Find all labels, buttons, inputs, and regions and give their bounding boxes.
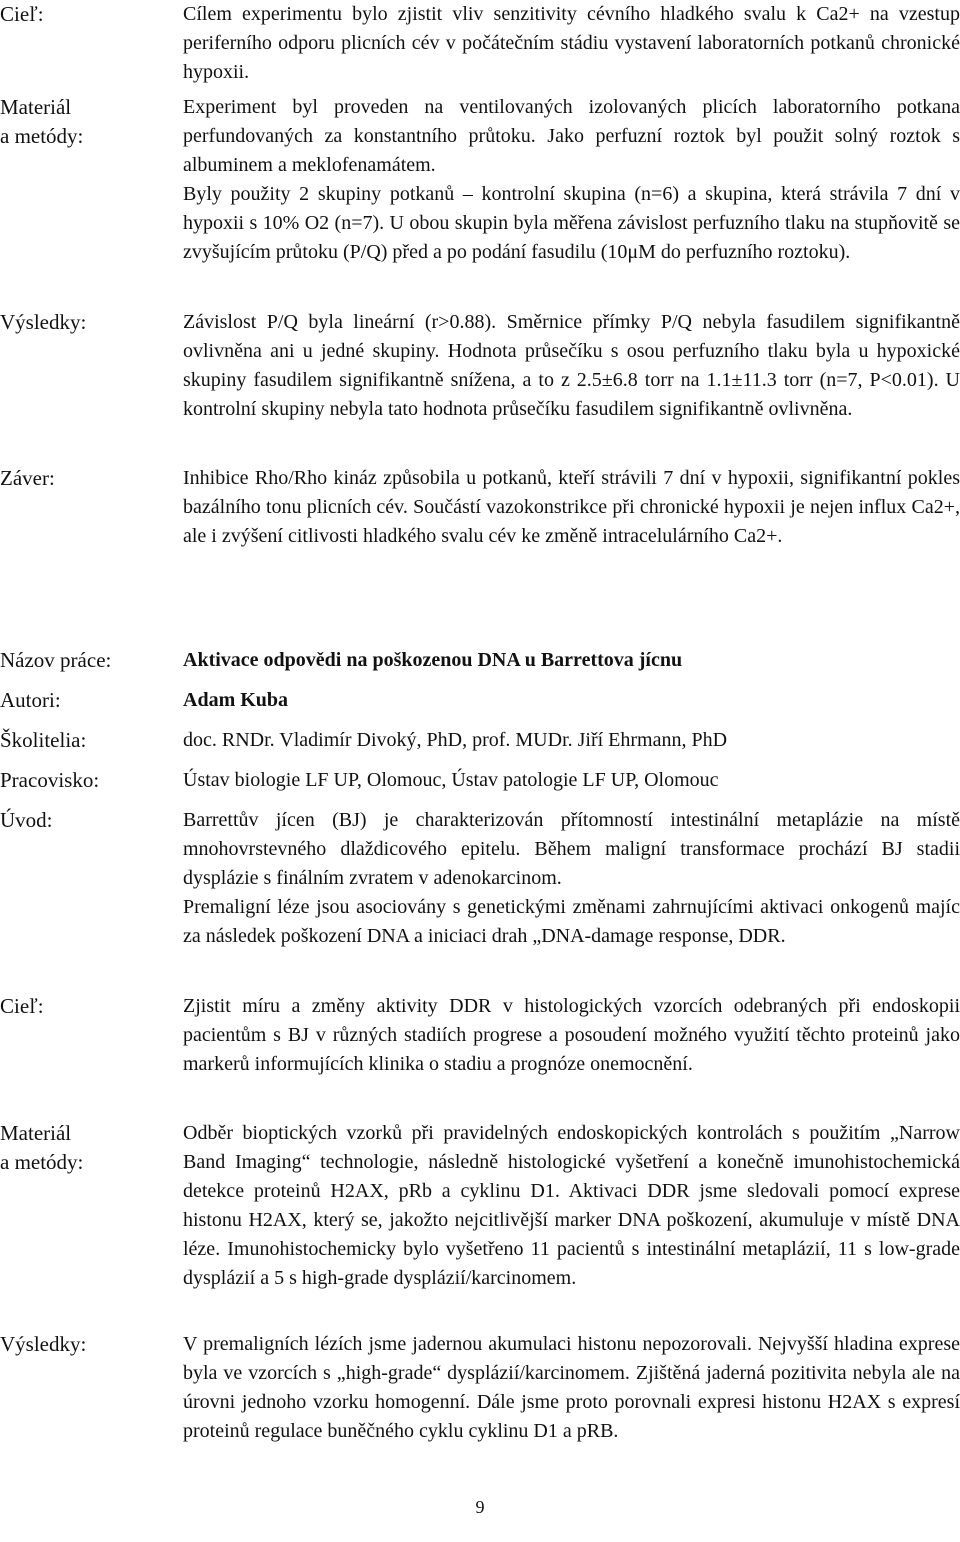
authors: Adam Kuba — [183, 689, 289, 711]
supervisors: doc. RNDr. Vladimír Divoký, PhD, prof. MUDr. Jiří Ehrmann, PhD — [183, 729, 728, 751]
methods-text-2: Odběr bioptických vzorků při pravidelných endoskopických kontrolách s použitím „Narrow Band Imaging“ technologie, následně histologické vyšetření a konečně imunohistochemická detekce proteinů H2AX, pRb a cyklinu D1. Aktivaci DDR jsme sledovali pomocí exprese histonu H2AX, který se, jakožto nejcitlivější marker DNA poškození, akumuluje v místě DNA léze. Imunohistochemicky bylo vyšetřeno 11 pacientů s intestinální metaplázií, 11 s low-grade dysplázií a 5 s high-grade dysplázií/karcinomem. — [183, 1122, 960, 1289]
aim-paragraph: Cílem experimentu bylo zjistit vliv senzitivity cévního hladkého svalu k Ca2+ na vzestup periferního odporu plicních cév v počátečním stádiu vystavení laboratorních potkanů chronické hypoxii. — [183, 3, 960, 83]
work-title: Aktivace odpovědi na poškozenou DNA u Barrettova jícnu — [183, 649, 683, 671]
aim-text — [183, 0, 960, 87]
title-label: Názov práce: — [0, 648, 112, 672]
supervisors-label: Školitelia: — [0, 728, 87, 752]
intro-text — [183, 806, 960, 951]
results-label-2: Výsledky: — [0, 1332, 87, 1356]
intro-label: Úvod: — [0, 808, 53, 832]
intro-paragraph-1: Barrettův jícen (BJ) je charakterizován přítomností intestinální metaplázie na místě mnohovrstevného dlaždicového epitelu. Během maligní transformace prochází BJ stadii dysplázie s finálním zvratem v adenokarcinom. — [183, 809, 960, 889]
authors-label: Autori: — [0, 688, 61, 712]
intro-paragraph-2: Premaligní léze jsou asociovány s genetickými změnami zahrnujícími aktivaci onkogenů majíc za následek poškození DNA a iniciaci drah „DNA-damage response, DDR. — [183, 896, 960, 947]
results-text — [183, 308, 960, 424]
results-text-2: V premaligních lézích jsme jadernou akumulaci histonu nepozorovali. Nejvyšší hladina exprese byla ve vzorcích s „high-grade“ dysplázií/karcinomem. Zjištěná jaderná pozitivita nebyla ale na úrovni jednoho vzorku homogenní. Dále jsme proto porovnali expresi histonu H2AX s expresí proteinů regulace buněčného cyklu cyklinu D1 a pRB. — [183, 1333, 960, 1442]
conclusion-label: Záver: — [0, 466, 55, 490]
results-label: Výsledky: — [0, 310, 87, 334]
methods-paragraph-2: Byly použity 2 skupiny potkanů – kontrolní skupina (n=6) a skupina, která strávila 7 dní v hypoxii s 10% O2 (n=7). U obou skupin byla měřena závislost perfuzního tlaku na stupňovitě se zvyšujícím průtoku (P/Q) před a po podání fasudilu (10μM do perfuzního roztoku). — [183, 183, 960, 263]
page-number: 9 — [475, 1497, 485, 1517]
conclusion-text — [183, 464, 960, 551]
methods-label-2: Materiál a metódy: — [0, 1121, 84, 1174]
methods-paragraph-1: Experiment byl proveden na ventilovaných izolovaných plicích laboratorního potkana perfundovaných za konstantního průtoku. Jako perfuzní roztok byl použit solný roztok s albuminem a meklofenamátem. — [183, 96, 960, 176]
results-paragraph: Závislost P/Q byla lineární (r>0.88). Směrnice přímky P/Q nebyla fasudilem signifikantně ovlivněna ani u jedné skupiny. Hodnota průsečíku s osou perfuzního tlaku byla u hypoxické skupiny fasudilem signifikantně snížena, a to z 2.5±6.8 torr na 1.1±11.3 torr (n=7, P<0.01). U kontrolní skupiny nebyla tato hodnota průsečíku fasudilem signifikantně ovlivněna. — [183, 311, 960, 420]
aim-text-2: Zjistit míru a změny aktivity DDR v histologických vzorcích odebraných při endoskopii pacientům s BJ v různých stadiích progrese a posoudení možného využití těchto proteinů jako markerů informujících klinika o stadiu a prognóze onemocnění. — [183, 995, 960, 1075]
methods-label: Materiál a metódy: — [0, 95, 84, 148]
workplace: Ústav biologie LF UP, Olomouc, Ústav patologie LF UP, Olomouc — [183, 769, 719, 791]
aim-label-2: Cieľ: — [0, 994, 44, 1018]
methods-text — [183, 93, 960, 267]
conclusion-paragraph: Inhibice Rho/Rho kináz způsobila u potkanů, kteří strávili 7 dní v hypoxii, signifikantní pokles bazálního tonu plicních cév. Součástí vazokonstrikce při chronické hypoxii je nejen influx Ca2+, ale i zvýšení citlivosti hladkého svalu cév ke změně intracelulárního Ca2+. — [183, 467, 960, 547]
aim-label: Cieľ: — [0, 2, 44, 26]
workplace-label: Pracovisko: — [0, 768, 100, 792]
